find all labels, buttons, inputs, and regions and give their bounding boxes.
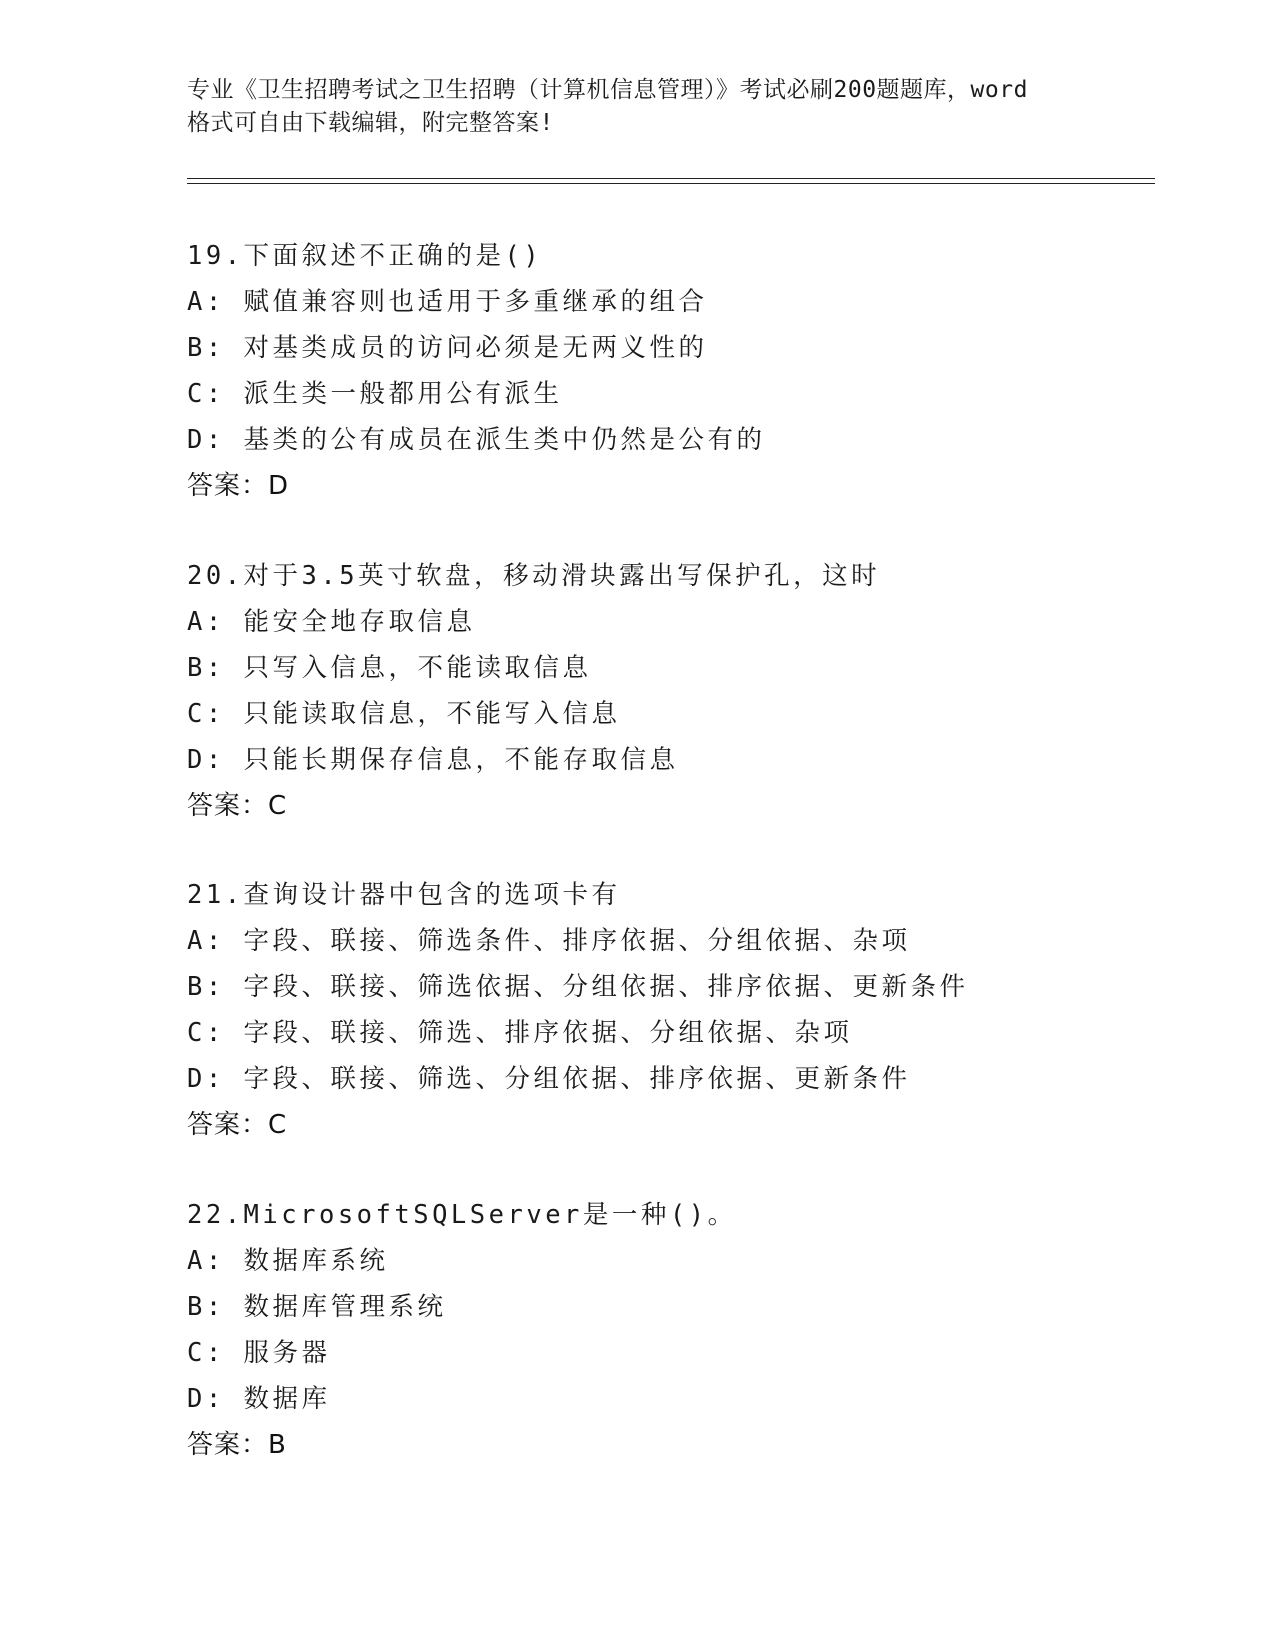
question-stem: 21.查询设计器中包含的选项卡有 (187, 880, 621, 910)
option-b: B: 数据库管理系统 (187, 1292, 447, 1322)
header-line-1: 专业《卫生招聘考试之卫生招聘（计算机信息管理）》考试必刷200题题库，word (187, 77, 1028, 103)
option-c: C: 派生类一般都用公有派生 (187, 379, 563, 409)
answer-text: 答案：B (187, 1430, 287, 1460)
option-c: C: 只能读取信息，不能写入信息 (187, 699, 621, 729)
option-a: A: 赋值兼容则也适用于多重继承的组合 (187, 287, 708, 317)
option-a: A: 字段、联接、筛选条件、排序依据、分组依据、杂项 (187, 926, 911, 956)
option-d: D: 数据库 (187, 1384, 331, 1414)
answer-text: 答案：D (187, 471, 290, 501)
option-c: C: 字段、联接、筛选、排序依据、分组依据、杂项 (187, 1018, 853, 1048)
option-d: D: 字段、联接、筛选、分组依据、排序依据、更新条件 (187, 1064, 911, 1094)
header-divider-bottom (187, 183, 1155, 184)
option-a: A: 能安全地存取信息 (187, 607, 476, 637)
option-a: A: 数据库系统 (187, 1246, 389, 1276)
question-22 (187, 1192, 1187, 1468)
option-d: D: 基类的公有成员在派生类中仍然是公有的 (187, 425, 766, 455)
question-stem: 19.下面叙述不正确的是() (187, 241, 543, 271)
document-header (187, 74, 1087, 140)
option-d: D: 只能长期保存信息，不能存取信息 (187, 745, 679, 775)
question-stem: 22.MicrosoftSQLServer是一种()。 (187, 1200, 737, 1230)
header-divider-top (187, 178, 1155, 179)
option-b: B: 对基类成员的访问必须是无两义性的 (187, 333, 708, 363)
question-19 (187, 233, 1187, 509)
question-21 (187, 872, 1187, 1148)
option-b: B: 只写入信息，不能读取信息 (187, 653, 592, 683)
option-c: C: 服务器 (187, 1338, 331, 1368)
answer-text: 答案：C (187, 1110, 288, 1140)
question-stem: 20.对于3.5英寸软盘，移动滑块露出写保护孔，这时 (187, 561, 881, 591)
question-20 (187, 553, 1187, 829)
option-b: B: 字段、联接、筛选依据、分组依据、排序依据、更新条件 (187, 972, 969, 1002)
header-line-2: 格式可自由下载编辑，附完整答案! (187, 110, 554, 136)
answer-text: 答案：C (187, 791, 288, 821)
